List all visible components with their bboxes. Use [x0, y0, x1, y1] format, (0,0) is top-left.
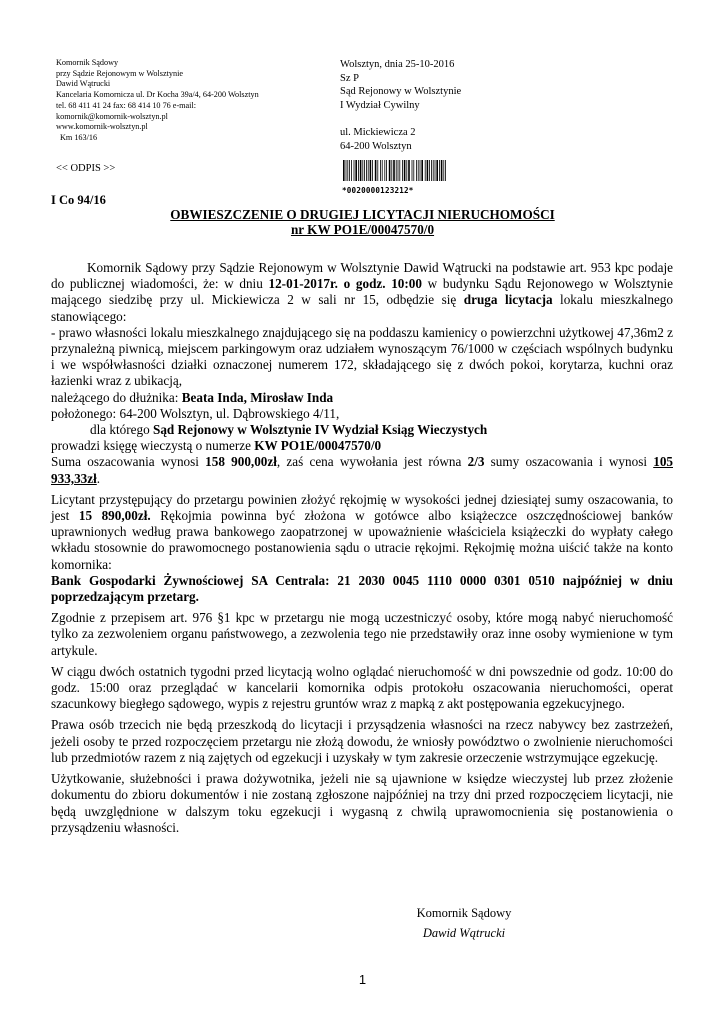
- letterhead-line: tel. 68 411 41 24 fax: 68 414 10 76 e-mail:: [56, 100, 196, 110]
- barcode-bar: [439, 160, 440, 181]
- valuation-paragraph: Suma oszacowania wynosi 158 900,00zł, zaś cena wywołania jest równa 2/3 sumy oszacowania i wynosi 105 933,33zł.: [51, 454, 673, 486]
- registry-court: Sąd Rejonowy w Wolsztynie IV Wydział Ksiąg Wieczystych: [153, 422, 488, 438]
- barcode-bar: [358, 160, 359, 181]
- usufruct-paragraph: Użytkowanie, służebności i prawa dożywotnika, jeżeli nie są ujawnione w księdze wieczystej lub przez złożenie dokumentu do zbioru dokumentów i nie zostaną zgłoszone najpóźniej na trzy dni przed rozpoczęciem licytacji, nie będą uwzględnione w dalszym toku egzekucji i wygasną z chwilą uprawomocnienia się postanowienia o przysądzeniu własności.: [51, 771, 673, 835]
- signature-name: Dawid Wątrucki: [422, 926, 506, 940]
- viewing-paragraph: W ciągu dwóch ostatnich tygodni przed licytacją wolno oglądać nieruchomość w dni powszednie od godz. 10:00 do godz. 15:00 oraz przeglądać w kancelarii komornika odpis protokołu oszacowania nieruchomości, operat szacunkowy biegłego sądowego, wypis z rejestru gruntów wraz z mapką z akt postępowania egzekucyjnego.: [51, 663, 673, 712]
- valuation-sum: 158 900,00zł: [205, 454, 277, 470]
- barcode-bar: [375, 160, 377, 181]
- barcode-bar: [408, 160, 410, 181]
- bank-account: Bank Gospodarki Żywnościowej SA Centrala: 21 2030 0045 1110 0000 0301 0510 najpóźniej w dniu poprzedzającym przetarg.: [51, 572, 673, 605]
- barcode-bar: [349, 160, 350, 181]
- recipient-court: Sąd Rejonowy w Wolsztynie: [340, 86, 462, 98]
- barcode-bar: [425, 160, 426, 181]
- barcode-bar: [360, 160, 362, 181]
- recipient-city: 64-200 Wolsztyn: [340, 140, 412, 152]
- signature-title: Komornik Sądowy: [416, 906, 512, 920]
- barcode-bar: [420, 160, 421, 181]
- copy-mark: << ODPIS >>: [56, 163, 116, 174]
- document-title: OBWIESZCZENIE O DRUGIEJ LICYTACJI NIERUCHOMOŚCI: [170, 207, 555, 222]
- price-ratio: 2/3: [467, 454, 485, 470]
- barcode-bars: [342, 160, 447, 181]
- deposit-amount: 15 890,00zł.: [78, 508, 151, 524]
- barcode-bar: [429, 160, 430, 181]
- barcode-bar: [441, 160, 443, 181]
- barcode-bar: [347, 160, 348, 181]
- barcode-bar: [389, 160, 391, 181]
- barcode-bar: [391, 160, 392, 181]
- barcode-bar: [402, 160, 403, 181]
- intro-paragraph: Komornik Sądowy przy Sądzie Rejonowym w Wolsztynie Dawid Wątrucki na podstawie art. 953 kpc podaje do publicznej wiadomości, że: w dniu 12-01-2017r. o godz. 10:00 w budynku Sądu Rejonowego w Wolsztynie mającego siedzibę przy ul. Mickiewicza 2 w sali nr 15, odbędzie się druga licytacja lokalu mieszkalnego stanowiącego:: [51, 260, 673, 324]
- registry-court-line: dla którego Sąd Rejonowy w Wolsztynie IV Wydział Ksiąg Wieczystych: [90, 422, 488, 438]
- barcode-bar: [372, 160, 373, 181]
- barcode-bar: [421, 160, 423, 181]
- recipient-block: [340, 58, 461, 154]
- letterhead-line: Komornik Sądowy: [56, 58, 119, 67]
- barcode-bar: [368, 160, 369, 181]
- barcode-bar: [433, 160, 434, 181]
- case-signature: I Co 94/16: [51, 193, 106, 207]
- dept-code: Sz P: [340, 72, 359, 84]
- third-party-paragraph: Prawa osób trzecich nie będą przeszkodą do licytacji i przysądzenia własności na rzecz nabywcy bez zastrzeżeń, jeżeli osoby te przed rozpoczęciem przetargu nie złożą dowodu, że wniosły powództwo o zwolnienie nieruchomości lub przedmiotów razem z nią zajętych od egzekucji i uzyskały w tym zakresie orzeczenie wstrzymujące egzekucję.: [51, 717, 673, 765]
- barcode-bar: [399, 160, 400, 181]
- notice-body: [51, 260, 673, 836]
- barcode-bar: [355, 160, 357, 181]
- barcode-bar: [443, 160, 444, 181]
- barcode-bar: [384, 160, 385, 181]
- barcode-bar: [416, 160, 417, 181]
- letterhead-email: komornik@komornik-wolsztyn.pl: [56, 111, 168, 121]
- barcode-bar: [382, 160, 383, 181]
- bailiff-letterhead: [56, 58, 259, 144]
- barcode-bar: [398, 160, 399, 181]
- letterhead-line: przy Sądzie Rejonowym w Wolsztynie: [56, 68, 183, 78]
- barcode-bar: [366, 160, 367, 181]
- barcode-bar: [380, 160, 381, 181]
- barcode-bar: [436, 160, 438, 181]
- barcode-bar: [418, 160, 419, 181]
- signature-block: [404, 903, 524, 943]
- barcode-text: *0020000123212*: [342, 186, 414, 195]
- debtor-names: Beata Inda, Mirosław Inda: [181, 389, 334, 405]
- land-register-line: prowadzi księgę wieczystą o numerze KW PO1E/00047570/0: [51, 438, 382, 454]
- second-auction: druga licytacja: [463, 292, 553, 308]
- barcode-bar: [346, 160, 347, 181]
- recipient-street: ul. Mickiewicza 2: [340, 127, 416, 139]
- barcode-bar: [435, 160, 436, 181]
- barcode-bar: [406, 160, 407, 181]
- barcode-bar: [431, 160, 432, 181]
- barcode-bar: [396, 160, 397, 181]
- barcode-bar: [413, 160, 414, 181]
- recipient-division: I Wydział Cywilny: [340, 99, 420, 111]
- location-line: położonego: 64-200 Wolsztyn, ul. Dąbrowskiego 4/11,: [51, 405, 340, 421]
- file-reference: Km 163/16: [60, 132, 98, 142]
- barcode-bar: [377, 160, 378, 181]
- barcode-bar: [362, 160, 363, 181]
- document-subtitle: nr KW PO1E/00047570/0: [290, 222, 435, 237]
- barcode-bar: [354, 160, 355, 181]
- letterhead-line: Dawid Wątrucki: [56, 79, 111, 89]
- barcode-bar: [393, 160, 395, 181]
- art976-paragraph: Zgodnie z przepisem art. 976 §1 kpc w przetargu nie mogą uczestniczyć osoby, które mogą nabyć nieruchomość tylko za zezwoleniem organu państwowego, a zezwolenia tego nie przedstawiły oraz inne osoby wymienione w tym artykule.: [51, 610, 673, 658]
- barcode: [342, 160, 447, 195]
- barcode-bar: [370, 160, 372, 181]
- barcode-bar: [404, 160, 406, 181]
- letterhead-website: www.komornik-wolsztyn.pl: [56, 122, 148, 132]
- page-number: 1: [358, 972, 367, 987]
- barcode-bar: [386, 160, 387, 181]
- starting-price: 105 933,33zł: [51, 454, 673, 486]
- date-line: Wolsztyn, dnia 25-10-2016: [340, 59, 455, 70]
- barcode-bar: [412, 160, 413, 181]
- barcode-bar: [364, 160, 365, 181]
- letterhead-line: Kancelaria Komornicza ul. Dr Kocha 39a/4, 64-200 Wolsztyn: [56, 90, 259, 100]
- deposit-paragraph: Licytant przystępujący do przetargu powinien złożyć rękojmię w wysokości jednej dziesiątej sumy oszacowania, to jest 15 890,00zł. Rękojmia powinna być złożona w gotówce albo książeczce oszczędnościowej banków uprawnionych według prawa bankowego zaopatrzonej w upoważnienie właściciela książeczki do wypłaty całego wkładu stosownie do prawomocnego postanowienia sądu o utracie rękojmi. Rękojmię można uiścić także na konto komornika:: [51, 491, 673, 572]
- barcode-bar: [351, 160, 352, 181]
- barcode-bar: [427, 160, 429, 181]
- barcode-bar: [445, 160, 446, 181]
- land-register-number: KW PO1E/00047570/0: [254, 438, 382, 454]
- property-description: - prawo własności lokalu mieszkalnego znajdującego się na poddaszu kamienicy o powierzchni użytkowej 47,36m2 z przynależną piwnicą, miejscem parkingowym oraz udziałem wynoszącym 76/1000 w częściach wspólnych budynku i we współwłasności działki oznaczonej numerem 172, składającego się z dwóch pokoi, korytarza, kuchni oraz łazienki wraz z ubikacją,: [51, 324, 673, 389]
- auction-date: 12-01-2017r. o godz. 10:00: [268, 276, 422, 292]
- barcode-bar: [343, 160, 345, 181]
- debtor-line: należącego do dłużnika: Beata Inda, Mirosław Inda: [51, 389, 334, 405]
